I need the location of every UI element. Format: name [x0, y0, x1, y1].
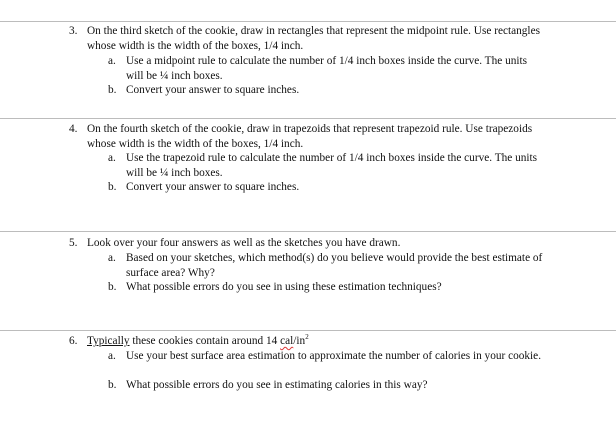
question-text-middle: these cookies contain around 14: [129, 335, 281, 347]
question-number: 5.: [69, 237, 78, 249]
question-text: On the third sketch of the cookie, draw in rectangles that represent the midpoint rule. Use rectangles whose width is the width of the boxes, 1/4 inch.: [87, 25, 540, 52]
underlined-word: Typically: [87, 335, 130, 347]
question-text-unit-tail: /in: [293, 335, 306, 347]
part-text: What possible errors do you see in estimating calories in this way?: [126, 379, 428, 391]
part-text: Convert your answer to square inches.: [126, 181, 300, 193]
section-divider: [0, 118, 616, 119]
section-divider-top: [0, 21, 616, 22]
part-label: b.: [108, 181, 117, 193]
part-label: a.: [108, 152, 116, 164]
part-label: a.: [108, 55, 116, 67]
part-text: Convert your answer to square inches.: [126, 84, 300, 96]
question-text: On the fourth sketch of the cookie, draw in trapezoids that represent trapezoid rule. Use trapezoids whose width is the width of the boxes, 1/4 inch.: [87, 123, 533, 150]
question-text: Look over your four answers as well as the sketches you have drawn.: [87, 237, 401, 249]
spellcheck-flagged-word: cal: [280, 335, 294, 347]
part-text: What possible errors do you see in using these estimation techniques?: [126, 281, 442, 293]
section-divider: [0, 231, 616, 232]
part-label: b.: [108, 84, 117, 96]
part-text: Use the trapezoid rule to calculate the number of 1/4 inch boxes inside the curve. The units will be ¼ inch boxes.: [126, 152, 538, 179]
part-label: b.: [108, 281, 117, 293]
question-text: [87, 334, 547, 349]
part-label: b.: [108, 379, 117, 391]
part-text: Use your best surface area estimation to approximate the number of calories in your cookie.: [126, 350, 542, 362]
part-label: a.: [108, 252, 116, 264]
part-text: Use a midpoint rule to calculate the number of 1/4 inch boxes inside the curve. The units will be ¼ inch boxes.: [126, 55, 528, 82]
superscript: 2: [305, 333, 309, 342]
section-divider: [0, 330, 616, 331]
part-text: Based on your sketches, which method(s) do you believe would provide the best estimate of surface area? Why?: [126, 252, 543, 279]
question-number: 4.: [69, 123, 78, 135]
question-number: 3.: [69, 25, 78, 37]
question-number: 6.: [69, 335, 78, 347]
part-label: a.: [108, 350, 116, 362]
